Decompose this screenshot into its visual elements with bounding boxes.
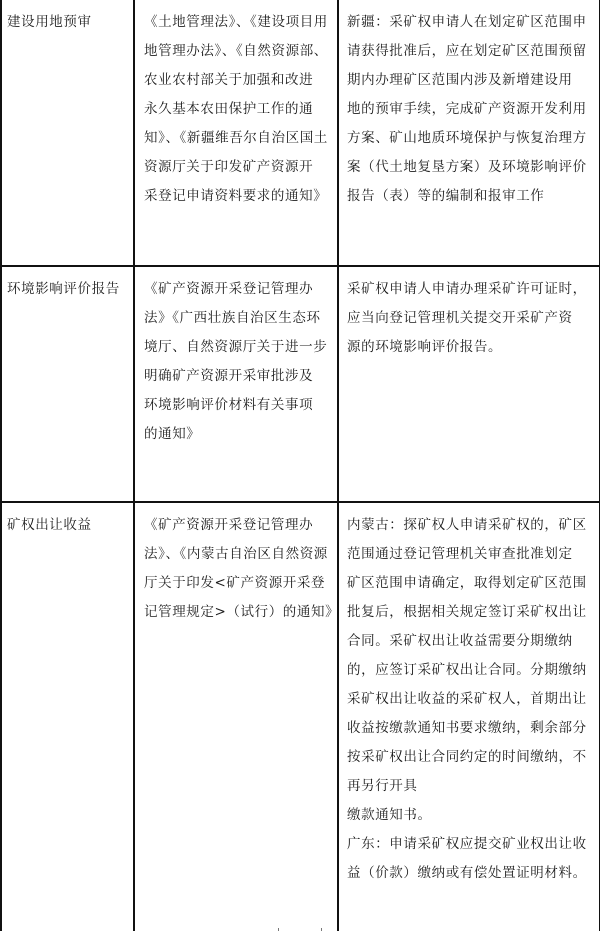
requirement-line: 采矿权出让收益的采矿权人，首期出让 <box>347 691 587 707</box>
item-name: 环境影响评价报告 <box>7 281 120 297</box>
requirement-cell <box>338 266 600 502</box>
requirement-line: 案（代土地复垦方案）及环境影响评价 <box>347 159 587 175</box>
requirement-line: 范围通过登记管理机关审查批准划定 <box>347 546 573 562</box>
table-row <box>1 266 600 502</box>
item-cell <box>1 502 134 931</box>
legal-basis-line: 采登记申请资料要求的通知》 <box>144 188 328 204</box>
legal-basis-line: 知》、《新疆维吾尔自治区国土 <box>144 130 328 146</box>
requirement-line: 广东：申请采矿权应提交矿业权出让收 <box>347 836 587 852</box>
requirement-line: 批复后，根据相关规定签订采矿权出让 <box>347 604 587 620</box>
requirement-line: 采矿权申请人申请办理采矿许可证时， <box>347 281 587 297</box>
requirement-cell <box>338 0 600 266</box>
legal-basis-line: 《矿产资源开采登记管理办 <box>144 281 314 297</box>
requirement-line: 合同。采矿权出让收益需要分期缴纳 <box>347 633 573 649</box>
requirement-line: 新疆：采矿权申请人在划定矿区范围申 <box>347 14 587 30</box>
legal-basis-line: 农业农村部关于加强和改进 <box>144 72 314 88</box>
legal-basis-line: 资源厅关于印发矿产资源开 <box>144 159 314 175</box>
legal-basis-line: 法》《广西壮族自治区生态环 <box>144 310 321 326</box>
table-row <box>1 502 600 931</box>
legal-basis-line: 法》、《内蒙古自治区自然资源 <box>144 546 328 562</box>
item-cell <box>1 0 134 266</box>
legal-basis-cell <box>134 502 338 931</box>
legal-basis-line: 明确矿产资源开采审批涉及 <box>144 368 314 384</box>
requirement-line: 矿区范围申请确定，取得划定矿区范围 <box>347 575 587 591</box>
legal-basis-line: 地管理办法》、《自然资源部、 <box>144 43 328 59</box>
requirement-line: 益（价款）缴纳或有偿处置证明材料。 <box>347 865 587 881</box>
requirement-line: 地的预审手续，完成矿产资源开发利用 <box>347 101 587 117</box>
item-name: 建设用地预审 <box>7 14 92 30</box>
legal-basis-line: 境厅、自然资源厅关于进一步 <box>144 339 328 355</box>
legal-basis-line: 永久基本农田保护工作的通 <box>144 101 314 117</box>
legal-basis-line: 厅关于印发<矿产资源开采登 <box>144 575 326 591</box>
requirement-line: 再另行开具 <box>347 778 418 794</box>
requirement-line: 期内办理矿区范围内涉及新增建设用 <box>347 72 573 88</box>
item-name: 矿权出让收益 <box>7 517 92 533</box>
requirement-line: 源的环境影响评价报告。 <box>347 339 503 355</box>
legal-basis-line: 《土地管理法》、《建设项目用 <box>144 14 328 30</box>
legal-basis-line: 《矿产资源开采登记管理办 <box>144 517 314 533</box>
legal-basis-cell <box>134 266 338 502</box>
requirement-cell <box>338 502 600 931</box>
requirement-line: 报告（表）等的编制和报审工作 <box>347 188 545 204</box>
requirement-line: 内蒙古：探矿权人申请采矿权的，矿区 <box>347 517 587 533</box>
legal-basis-line: 的通知》 <box>144 426 201 442</box>
legal-basis-line: 记管理规定>（试行）的通知》 <box>144 604 340 620</box>
legal-basis-cell <box>134 0 338 266</box>
requirement-line: 应当向登记管理机关提交开采矿产资 <box>347 310 573 326</box>
requirement-line: 方案、矿山地质环境保护与恢复治理方 <box>347 130 587 146</box>
requirement-line: 按采矿权出让合同约定的时间缴纳，不 <box>347 749 587 765</box>
requirement-line: 收益按缴款通知书要求缴纳，剩余部分 <box>347 720 587 736</box>
requirement-line: 请获得批准后，应在划定矿区范围预留 <box>347 43 587 59</box>
requirement-line: 的，应签订采矿权出让合同。分期缴纳 <box>347 662 587 678</box>
item-cell <box>1 266 134 502</box>
requirement-line: 缴款通知书。 <box>347 807 432 823</box>
table-row <box>1 0 600 266</box>
legal-basis-line: 环境影响评价材料有关事项 <box>144 397 314 413</box>
